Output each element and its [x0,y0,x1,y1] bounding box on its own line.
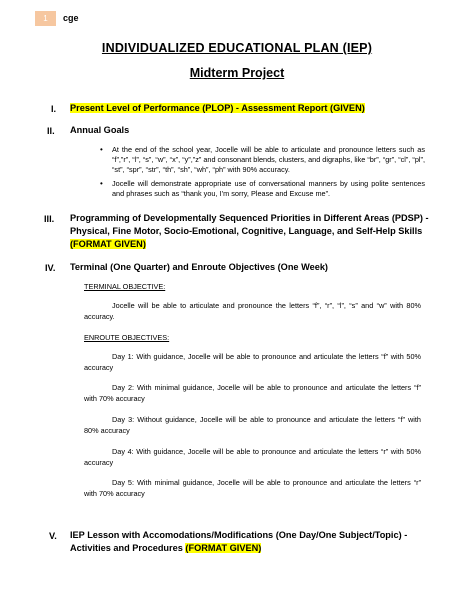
document-title: INDIVIDUALIZED EDUCATIONAL PLAN (IEP) [101,41,373,55]
section-4-number: IV. [45,263,56,273]
goal-item: • At the end of the school year, Jocelle will be able to articulate and pronounce letters such as “f”,”r”, “l”, “s”, “w”, “x”, “y”,”z” and consonant blends, clusters, and digraphs, like “br”, “gr”, “cl”, “pl”, “st”, “spr”, “str”, “th”, “sh”, “wh”, “ph” with 90% accuracy. [100,145,425,176]
enroute-day-item: Day 1: With guidance, Jocelle will be able to pronounce and articulate the letters “f” with 50% accuracy [84,352,421,372]
section-4-heading: Terminal (One Quarter) and Enroute Objectives (One Week) [70,262,328,272]
annual-goals-list [100,145,425,202]
section-2-number: II. [47,126,55,136]
enroute-objectives-label: ENROUTE OBJECTIVES: [84,333,170,342]
section-3-line1: Programming of Developmentally Sequenced Priorities in Different Areas (PDSP) - [70,213,429,223]
terminal-objective-label: TERMINAL OBJECTIVE: [84,282,166,291]
section-2-heading: Annual Goals [70,125,130,135]
enroute-day-item: Day 2: With minimal guidance, Jocelle will be able to pronounce and articulate the letters “f” with 70% accuracy [84,383,421,403]
goal-item: • Jocelle will demonstrate appropriate use of conversational manners by using polite sentences and phrases such as “thank you, I’m sorry, Please and Excuse me”. [100,179,425,199]
page-number-badge: 1 [35,11,56,26]
terminal-objective-text: Jocelle will be able to articulate and pronounce the letters “f”, “r”, “l”, “s” and “w” with 80% accuracy. [84,301,421,321]
section-5-highlight: (FORMAT GIVEN) [185,543,262,553]
section-1-heading [70,102,365,115]
section-5-line1: IEP Lesson with Accomodations/Modifications (One Day/One Subject/Topic) - [70,530,408,540]
section-1-number: I. [51,104,57,114]
section-5-heading [70,529,430,555]
section-5-number: V. [49,531,57,541]
section-1-text: Present Level of Performance (PLOP) - Assessment Report (GIVEN) [70,103,365,113]
section-3-number: III. [44,214,55,224]
enroute-day-item: Day 3: Without guidance, Jocelle will be able to pronounce and articulate the letters “f” with 80% accuracy [84,415,421,435]
enroute-day-item: Day 4: With guidance, Jocelle will be able to pronounce and articulate the letters “r” with 50% accuracy [84,447,421,467]
document-subtitle: Midterm Project [189,66,285,80]
section-5-line2: Activities and Procedures [70,543,183,553]
section-3-highlight: (FORMAT GIVEN) [70,239,146,249]
enroute-day-item: Day 5: With minimal guidance, Jocelle will be able to pronounce and articulate the letters “r” with 70% accuracy [84,478,421,498]
section-3-heading [70,212,430,251]
section-3-line2: Physical, Fine Motor, Socio-Emotional, Cognitive, Language, and Self-Help Skills [70,226,423,236]
header-name: cge [63,13,79,23]
